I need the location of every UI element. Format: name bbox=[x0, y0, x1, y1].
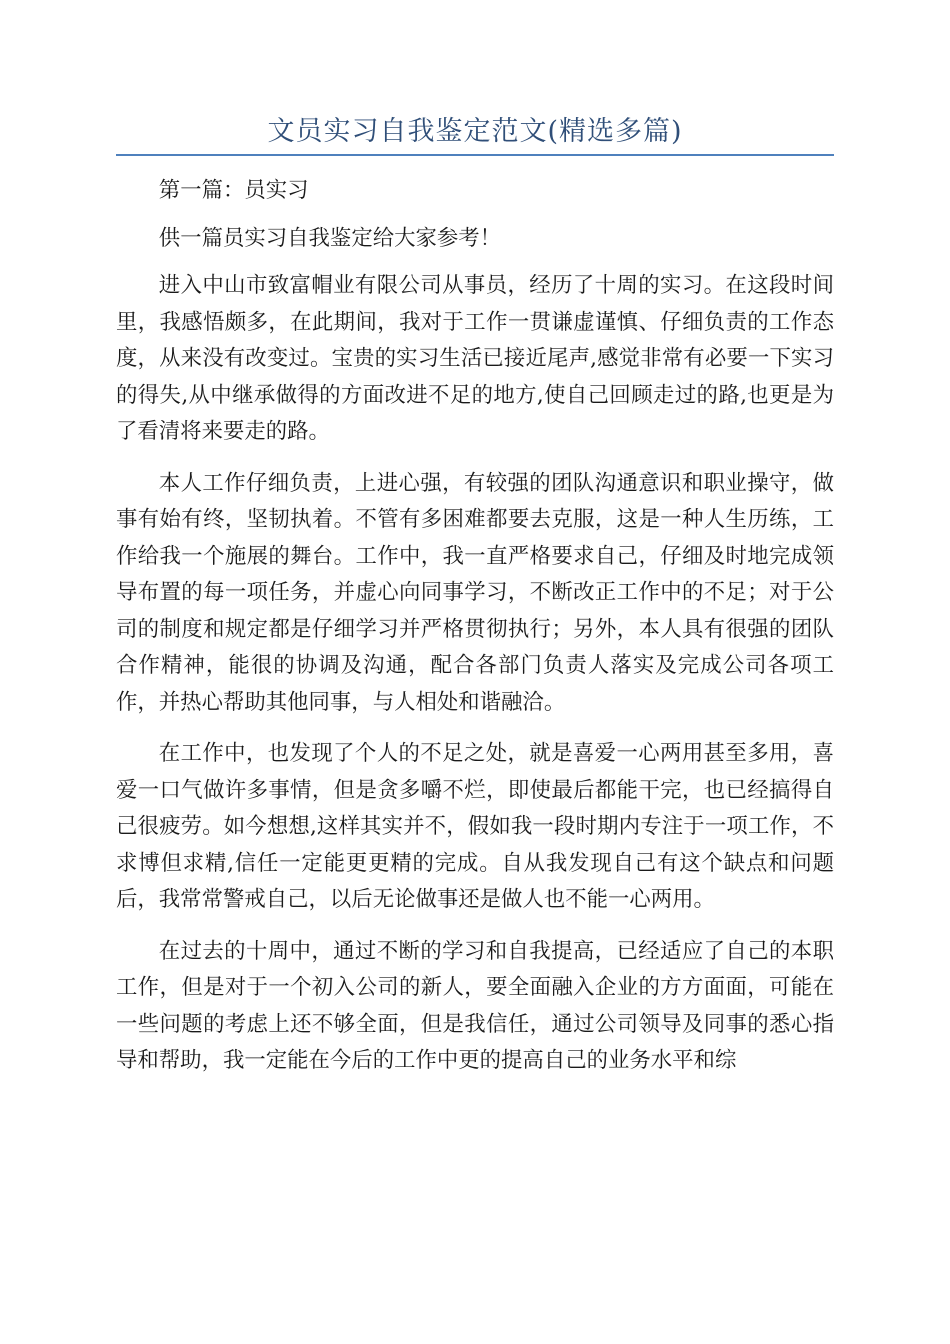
body-paragraph: 本人工作仔细负责，上进心强，有较强的团队沟通意识和职业操守，做事有始有终，坚韧执着。不管有多困难都要去克服，这是一种人生历练，工作给我一个施展的舞台。工作中，我一直严格要求自己，仔细及时地完成领导布置的每一项任务，并虚心向同事学习，不断改正工作中的不足；对于公司的制度和规定都是仔细学习并严格贯彻执行；另外，本人具有很强的团队合作精神，能很的协调及沟通，配合各部门负责人落实及完成公司各项工作，并热心帮助其他同事，与人相处和谐融洽。 bbox=[116, 470, 834, 715]
intro-paragraph: 供一篇员实习自我鉴定给大家参考！ bbox=[158, 225, 502, 251]
body-paragraph: 在工作中，也发现了个人的不足之处，就是喜爱一心两用甚至多用，喜爱一口气做许多事情，但是贪多嚼不烂，即使最后都能干完，也已经搞得自己很疲劳。如今想想,这样其实并不，假如我一段时期内专注于一项工作，不求博但求精,信任一定能更更精的完成。自从我发现自己有这个缺点和问题后，我常常警戒自己，以后无论做事还是做人也不能一心两用。 bbox=[116, 741, 834, 912]
document-body bbox=[116, 173, 834, 1095]
document-title: 文员实习自我鉴定范文(精选多篇) bbox=[267, 116, 683, 147]
body-paragraph: 在过去的十周中，通过不断的学习和自我提高，已经适应了自己的本职工作，但是对于一个初入公司的新人，要全面融入企业的方方面面，可能在一些问题的考虑上还不够全面，但是我信任，通过公司领导及同事的悉心指导和帮助，我一定能在今后的工作中更的提高自己的业务水平和综 bbox=[116, 938, 834, 1073]
title-underline bbox=[116, 154, 834, 156]
section-heading: 第一篇：员实习 bbox=[158, 178, 309, 203]
body-paragraph: 进入中山市致富帽业有限公司从事员，经历了十周的实习。在这段时间里，我感悟颇多，在此期间，我对于工作一贯谦虚谨慎、仔细负责的工作态度，从来没有改变过。宝贵的实习生活已接近尾声,感觉非常有必要一下实习的得失,从中继承做得的方面改进不足的地方,使自己回顾走过的路,也更是为了看清将来要走的路。 bbox=[116, 273, 834, 444]
